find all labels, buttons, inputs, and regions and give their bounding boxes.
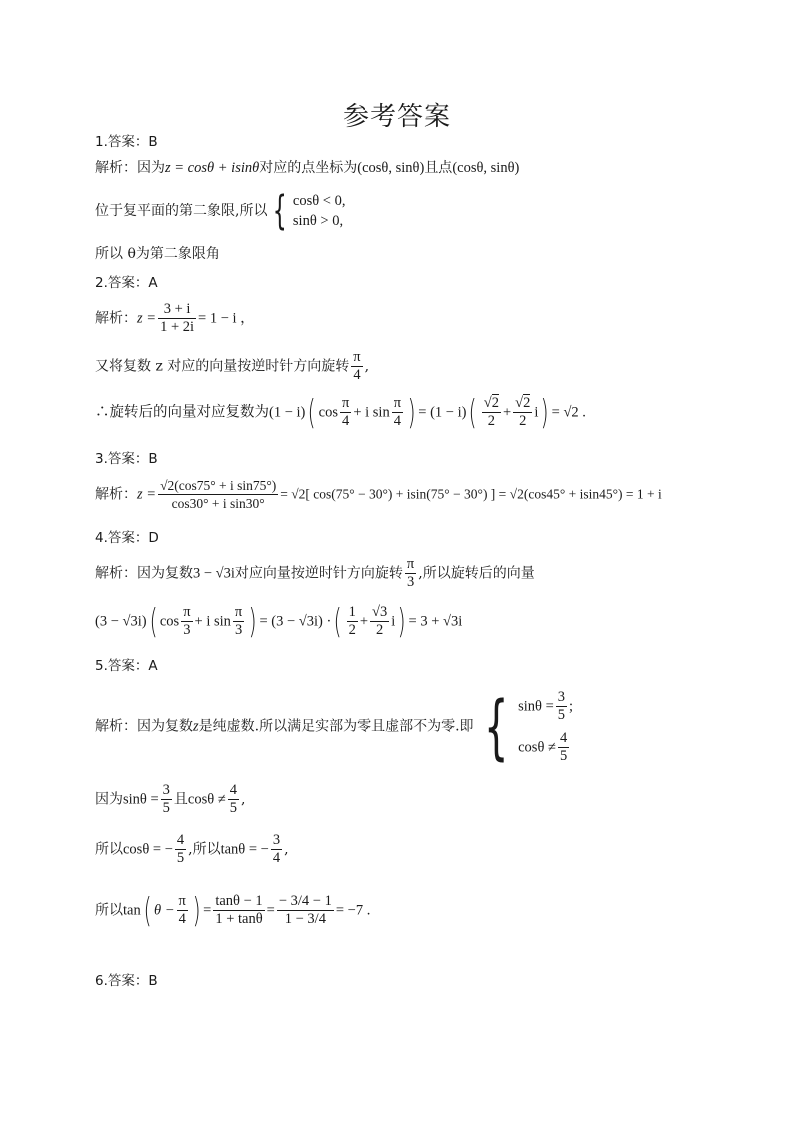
q4-answer: 4.答案：D: [95, 530, 159, 546]
q5-l2-three: 3: [162, 782, 170, 798]
q5-sys-line1: [518, 686, 573, 727]
q4-frac-pi3-a: [181, 604, 192, 639]
q4-three-b: 3: [234, 622, 243, 638]
q4-frac-pi3-b: [233, 604, 244, 639]
q4-pi-over-3: [405, 556, 416, 591]
q4-rparen1: ): [248, 601, 257, 642]
q4-lparen1: (: [149, 601, 158, 642]
q5-l2-frac-4-5: [228, 782, 239, 817]
q3-z-eq: z =: [137, 486, 157, 503]
q5-line3: [95, 832, 289, 867]
q4-three: 3: [406, 574, 415, 590]
q5-l3-text-a: 所以: [95, 841, 123, 858]
q2-pi: π: [353, 349, 361, 365]
q3-answer: 3.答案：B: [95, 451, 158, 467]
q5-l3-comma: ,: [284, 841, 289, 858]
q1-l1-point1: (cosθ, sinθ): [357, 160, 425, 176]
q2-l2-text: 又将复数 z 对应的向量按逆时针方向旋转: [95, 358, 350, 375]
q4-plus: +: [359, 613, 369, 630]
q5-tan: tan: [123, 902, 141, 919]
q5-z: z: [193, 718, 199, 735]
q2-sqrt2-rad-b: 2: [523, 395, 531, 411]
q4-three-a: 3: [183, 622, 191, 638]
q5-semi: ;: [569, 698, 574, 715]
q1-sys-line2: sinθ > 0,: [292, 213, 344, 229]
q1-l1-text-c: 且点: [424, 160, 453, 176]
q5-four: 4: [559, 729, 568, 746]
q4-sqrt3: √3: [372, 604, 388, 620]
q6-answer: 6.答案：B: [95, 973, 158, 989]
q4-pi-a: π: [183, 604, 191, 620]
q5-l3-four: 4: [176, 832, 185, 848]
q5-five-b: 5: [559, 747, 568, 764]
q4-l1-text-b: 对应向量按逆时针方向旋转: [234, 565, 403, 582]
q5-lparen: (: [143, 890, 152, 931]
q2-l3-text: ∴旋转后的向量对应复数为(1 − i): [95, 404, 306, 421]
q4-line1: [95, 556, 535, 591]
q3-frac-den: cos30° + i sin30°: [171, 496, 265, 511]
q5-tan-num: tanθ − 1: [215, 893, 263, 909]
q2-frac-num: 3 + i: [158, 301, 196, 319]
q4-lparen2: (: [333, 601, 342, 642]
q5-frac-4-5: [558, 730, 569, 765]
q2-four-a: 4: [342, 413, 350, 429]
q2-pi-b: π: [393, 395, 402, 411]
q5-l3-frac-4-5: [175, 832, 186, 867]
q2-line2: [95, 349, 369, 384]
q4-pi: π: [406, 556, 415, 572]
q1-line1: [95, 158, 519, 178]
q5-l2-comma: ,: [241, 791, 246, 808]
q5-tan-eq-neg: tanθ = −: [220, 841, 269, 858]
q3-frac-num: √2(cos75° + i sin75°): [160, 478, 277, 493]
q2-frac-pi4-b: [392, 395, 403, 430]
q2-frac-pi4-a: [340, 395, 351, 430]
q5-l2-five-b: 5: [229, 800, 238, 816]
q4-i: i: [391, 613, 396, 630]
q5-five: 5: [557, 707, 566, 724]
q5-l4-text-a: 所以: [95, 902, 123, 919]
q2-sqrt2-num-a: √2: [483, 395, 499, 411]
q5-sys-line2: [518, 727, 573, 768]
q4-cos: cos: [159, 613, 180, 630]
q2-plus-isin: + i sin: [353, 404, 390, 421]
q1-system: [293, 191, 346, 231]
q5-l2-text-a: 因为: [95, 791, 123, 808]
q2-l3-end: = √2 .: [551, 404, 586, 421]
q5-l2-four: 4: [229, 782, 238, 798]
q5-l3-text-b: ,所以: [188, 841, 221, 858]
page-title: 参考答案: [342, 102, 451, 132]
q5-line1: [95, 686, 573, 767]
q2-two-a: 2: [487, 413, 495, 429]
q3-fraction: [158, 477, 278, 512]
q5-cx-den: 1 − 3/4: [284, 911, 326, 927]
q4-l1-text-c: ,所以旋转后的向量: [418, 565, 535, 582]
q2-l1-rest: = 1 − i ，: [198, 310, 255, 327]
q4-l2-end: = 3 + √3i: [408, 613, 463, 630]
q2-four-b: 4: [393, 413, 401, 429]
q1-l1-text-b: 对应的点坐标为: [259, 160, 358, 176]
q5-l2-five: 5: [162, 800, 170, 816]
q2-four: 4: [353, 367, 361, 383]
q4-l2-mid: = (3 − √3i) ·: [259, 613, 332, 630]
q1-answer: 1.答案：B: [95, 134, 158, 150]
q4-plus-isin: + i sin: [194, 613, 231, 630]
q4-one: 1: [348, 604, 356, 620]
q4-l1-expr: 3 − √3i: [193, 565, 235, 582]
q3-rest: = √2[ cos(75° − 30°) + isin(75° − 30°) ] = √2(cos45° + isin45°) = 1 + i: [280, 486, 662, 502]
q4-l2-base: (3 − √3i): [95, 613, 147, 630]
q5-eq2: =: [266, 902, 275, 919]
q5-system: [518, 686, 573, 767]
q5-l4-complex-frac: [277, 893, 334, 928]
q4-frac-sqrt3: [370, 604, 389, 639]
q5-l2-text-b: 且: [173, 791, 188, 808]
q2-pi-a: π: [341, 395, 350, 411]
q2-frac-sqrt2-b: [513, 395, 532, 430]
q5-l4-frac-pi4: [177, 893, 188, 928]
q3-l1-text: 解析：: [95, 486, 137, 503]
q1-line2: [95, 188, 346, 234]
q2-plus: +: [502, 404, 512, 421]
q1-l1-text-a: 解析：因为: [95, 160, 165, 176]
q1-brace: {: [273, 188, 288, 234]
q1-line3: 所以 θ为第二象限角: [95, 246, 220, 262]
q2-z-eq: z =: [137, 310, 157, 327]
q2-sqrt2-num-b: √2: [515, 395, 531, 411]
q2-lparen1: (: [308, 392, 316, 433]
q2-two-b: 2: [519, 413, 527, 429]
q2-sqrt2-rad-a: 2: [491, 395, 499, 411]
q2-l2-end: ,: [364, 358, 370, 375]
q1-l1-expr: z = cosθ + isinθ: [165, 160, 260, 176]
q5-cos-neq: cosθ ≠: [518, 739, 556, 756]
q4-pi-b: π: [234, 604, 243, 620]
q5-theta-minus: θ −: [153, 902, 175, 919]
q2-line1: [95, 301, 255, 336]
q3-line1: [95, 477, 662, 512]
q2-lparen2: (: [469, 392, 478, 433]
q5-rparen: ): [192, 890, 201, 931]
q5-l2-frac-3-5: [161, 782, 172, 817]
q5-tan-den: 1 + tanθ: [215, 911, 263, 927]
q5-frac-3-5: [556, 689, 567, 724]
q2-answer: 2.答案：A: [95, 275, 158, 291]
q5-l1-text-a: 解析：因为复数: [95, 718, 193, 735]
q2-rparen1: ): [407, 392, 416, 433]
q5-sin-eq: sinθ =: [518, 698, 554, 715]
q4-rparen2: ): [397, 601, 406, 642]
q5-brace: {: [483, 685, 509, 768]
q5-line2: [95, 782, 245, 817]
q2-fraction: [158, 301, 196, 336]
q5-cx-num: − 3/4 − 1: [278, 893, 332, 909]
q5-cos-eq-neg: cosθ = −: [123, 841, 173, 858]
q5-line4: [95, 890, 371, 931]
q2-l3-mid: = (1 − i): [418, 404, 467, 421]
q5-l4-pi: π: [178, 893, 186, 909]
q2-frac-den: 1 + 2i: [160, 319, 195, 335]
q1-l1-point2: (cosθ, sinθ): [452, 160, 520, 176]
q4-frac-half: [347, 604, 358, 639]
q5-l3-three: 3: [272, 832, 281, 848]
q5-l4-four: 4: [178, 911, 186, 927]
q4-l1-text-a: 解析：因为复数: [95, 565, 193, 582]
q2-l1-text: 解析：: [95, 310, 137, 327]
q4-two-a: 2: [348, 622, 356, 638]
q5-l3-four-b: 4: [272, 850, 281, 866]
q2-rparen2: ): [541, 392, 550, 433]
q5-l3-frac-3-4: [271, 832, 282, 867]
q5-l3-five: 5: [176, 850, 185, 866]
q2-line3: [95, 392, 586, 433]
q1-l2-text: 位于复平面的第二象限,所以: [95, 203, 268, 219]
q2-cos: cos: [318, 404, 338, 421]
q2-pi-over-4: [351, 349, 362, 384]
q4-line2: [95, 601, 463, 642]
q1-sys-line1: cosθ < 0,: [292, 193, 346, 209]
q5-three: 3: [557, 689, 566, 706]
q2-i: i: [534, 404, 539, 421]
q5-result: = −7 .: [335, 902, 371, 919]
q5-l2-sin-eq: sinθ =: [123, 791, 159, 808]
q4-two-b: 2: [376, 622, 384, 638]
q5-answer: 5.答案：A: [95, 658, 158, 674]
q2-frac-sqrt2-a: [482, 395, 501, 430]
q5-l2-cos-neq: cosθ ≠: [187, 791, 226, 808]
q5-l1-text-b: 是纯虚数.所以满足实部为零且虚部不为零.即: [198, 718, 474, 735]
q5-l4-tan-frac: [213, 893, 264, 928]
q5-eq1: =: [203, 902, 212, 919]
